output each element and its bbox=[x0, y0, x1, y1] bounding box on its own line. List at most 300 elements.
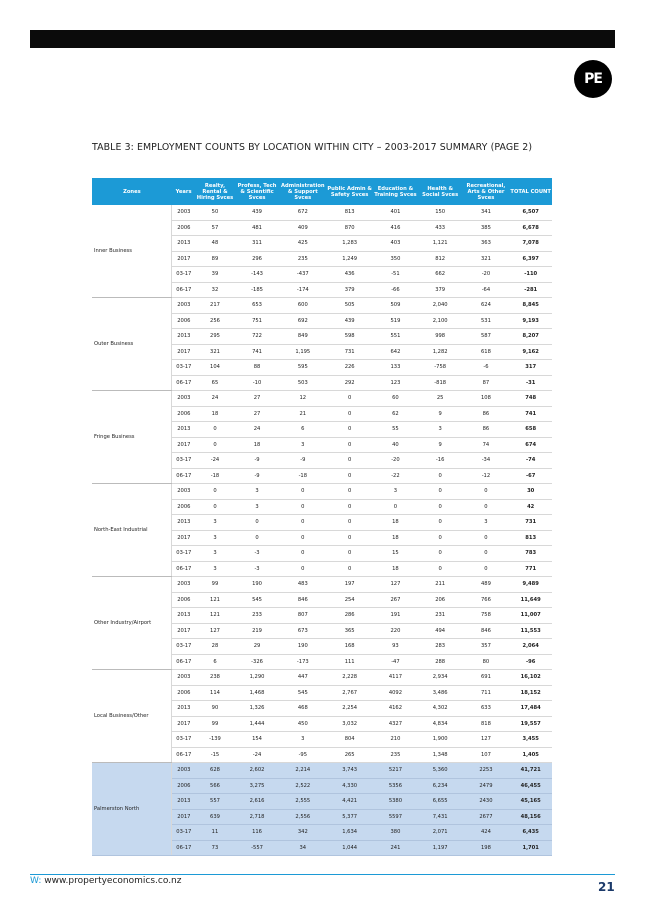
table-row bbox=[92, 577, 552, 593]
total-cell: 8,207 bbox=[509, 329, 552, 345]
year-cell: 2006 bbox=[172, 592, 195, 608]
value-cell: 24 bbox=[195, 391, 234, 407]
value-cell: 99 bbox=[195, 716, 234, 732]
top-banner bbox=[30, 30, 615, 48]
value-cell: 18 bbox=[373, 561, 418, 577]
value-cell: 18 bbox=[195, 406, 234, 422]
table-row bbox=[92, 298, 552, 314]
value-cell: 379 bbox=[326, 282, 373, 298]
value-cell: -15 bbox=[195, 747, 234, 763]
total-cell: 2,064 bbox=[509, 639, 552, 655]
value-cell: 283 bbox=[418, 639, 463, 655]
value-cell: 0 bbox=[463, 530, 510, 546]
total-cell: 783 bbox=[509, 546, 552, 562]
value-cell: 18 bbox=[373, 515, 418, 531]
total-cell: 17,484 bbox=[509, 701, 552, 717]
value-cell: -24 bbox=[195, 453, 234, 469]
value-cell: 267 bbox=[373, 592, 418, 608]
value-cell: 424 bbox=[463, 825, 510, 841]
zone-label: Palmerston North bbox=[92, 763, 172, 856]
value-cell: 503 bbox=[279, 375, 326, 391]
value-cell: 711 bbox=[463, 685, 510, 701]
zone-label: Inner Business bbox=[92, 205, 172, 298]
total-cell: 16,102 bbox=[509, 670, 552, 686]
value-cell: 365 bbox=[326, 623, 373, 639]
value-cell: -51 bbox=[373, 267, 418, 283]
value-cell: 3 bbox=[279, 732, 326, 748]
value-cell: 18 bbox=[235, 437, 280, 453]
value-cell: 0 bbox=[418, 515, 463, 531]
value-cell: 416 bbox=[373, 220, 418, 236]
value-cell: -66 bbox=[373, 282, 418, 298]
value-cell: 62 bbox=[373, 406, 418, 422]
value-cell: 65 bbox=[195, 375, 234, 391]
value-cell: 24 bbox=[235, 422, 280, 438]
total-cell: 9,193 bbox=[509, 313, 552, 329]
value-cell: 220 bbox=[373, 623, 418, 639]
value-cell: 0 bbox=[326, 546, 373, 562]
footer-website bbox=[30, 876, 181, 886]
total-cell: 30 bbox=[509, 484, 552, 500]
total-cell: 19,557 bbox=[509, 716, 552, 732]
total-cell: 771 bbox=[509, 561, 552, 577]
value-cell: 807 bbox=[279, 608, 326, 624]
value-cell: 190 bbox=[279, 639, 326, 655]
year-cell: 2017 bbox=[172, 437, 195, 453]
value-cell: 238 bbox=[195, 670, 234, 686]
value-cell: 1,326 bbox=[235, 701, 280, 717]
value-cell: 73 bbox=[195, 840, 234, 856]
total-cell: -67 bbox=[509, 468, 552, 484]
value-cell: 342 bbox=[279, 825, 326, 841]
total-cell: 731 bbox=[509, 515, 552, 531]
value-cell: 3 bbox=[279, 437, 326, 453]
value-cell: 2,602 bbox=[235, 763, 280, 779]
value-cell: 108 bbox=[463, 391, 510, 407]
year-cell: 2017 bbox=[172, 530, 195, 546]
year-cell: 2017 bbox=[172, 251, 195, 267]
value-cell: 672 bbox=[279, 205, 326, 220]
value-cell: 0 bbox=[326, 530, 373, 546]
year-cell: 06-17 bbox=[172, 282, 195, 298]
year-cell: 2013 bbox=[172, 422, 195, 438]
value-cell: 0 bbox=[235, 530, 280, 546]
value-cell: 0 bbox=[463, 499, 510, 515]
value-cell: 11 bbox=[195, 825, 234, 841]
value-cell: -6 bbox=[463, 360, 510, 376]
value-cell: -10 bbox=[235, 375, 280, 391]
value-cell: 6 bbox=[279, 422, 326, 438]
value-cell: 531 bbox=[463, 313, 510, 329]
value-cell: 191 bbox=[373, 608, 418, 624]
logo-text: PE bbox=[584, 71, 602, 87]
value-cell: 439 bbox=[235, 205, 280, 220]
value-cell: 5380 bbox=[373, 794, 418, 810]
value-cell: -326 bbox=[235, 654, 280, 670]
footer-rule bbox=[30, 874, 615, 875]
value-cell: 198 bbox=[463, 840, 510, 856]
value-cell: 25 bbox=[418, 391, 463, 407]
value-cell: -9 bbox=[235, 453, 280, 469]
value-cell: 587 bbox=[463, 329, 510, 345]
value-cell: 321 bbox=[463, 251, 510, 267]
value-cell: 206 bbox=[418, 592, 463, 608]
value-cell: 2479 bbox=[463, 778, 510, 794]
value-cell: 5,360 bbox=[418, 763, 463, 779]
value-cell: -95 bbox=[279, 747, 326, 763]
value-cell: 662 bbox=[418, 267, 463, 283]
value-cell: 0 bbox=[326, 437, 373, 453]
value-cell: 6 bbox=[195, 654, 234, 670]
value-cell: 0 bbox=[195, 422, 234, 438]
zone-label: Outer Business bbox=[92, 298, 172, 391]
value-cell: 642 bbox=[373, 344, 418, 360]
total-cell: 748 bbox=[509, 391, 552, 407]
value-cell: 0 bbox=[279, 499, 326, 515]
total-cell: 18,152 bbox=[509, 685, 552, 701]
value-cell: 2430 bbox=[463, 794, 510, 810]
value-cell: 3,032 bbox=[326, 716, 373, 732]
value-cell: 766 bbox=[463, 592, 510, 608]
value-cell: 0 bbox=[195, 484, 234, 500]
table-row bbox=[92, 670, 552, 686]
value-cell: 235 bbox=[279, 251, 326, 267]
table-row bbox=[92, 205, 552, 220]
value-cell: -47 bbox=[373, 654, 418, 670]
value-cell: -20 bbox=[373, 453, 418, 469]
value-cell: 363 bbox=[463, 236, 510, 252]
value-cell: 1,900 bbox=[418, 732, 463, 748]
value-cell: 231 bbox=[418, 608, 463, 624]
value-cell: 226 bbox=[326, 360, 373, 376]
column-header: Health & Social Svces bbox=[418, 178, 463, 205]
value-cell: 4,421 bbox=[326, 794, 373, 810]
value-cell: 123 bbox=[373, 375, 418, 391]
value-cell: 55 bbox=[373, 422, 418, 438]
value-cell: 0 bbox=[279, 546, 326, 562]
table-row bbox=[92, 484, 552, 500]
value-cell: 401 bbox=[373, 205, 418, 220]
value-cell: 379 bbox=[418, 282, 463, 298]
value-cell: 0 bbox=[326, 406, 373, 422]
total-cell: 11,649 bbox=[509, 592, 552, 608]
value-cell: -437 bbox=[279, 267, 326, 283]
value-cell: -64 bbox=[463, 282, 510, 298]
year-cell: 2017 bbox=[172, 623, 195, 639]
value-cell: 235 bbox=[373, 747, 418, 763]
value-cell: 86 bbox=[463, 406, 510, 422]
value-cell: 1,121 bbox=[418, 236, 463, 252]
value-cell: 519 bbox=[373, 313, 418, 329]
value-cell: 168 bbox=[326, 639, 373, 655]
value-cell: 254 bbox=[326, 592, 373, 608]
table-row bbox=[92, 391, 552, 407]
column-header: Recreational, Arts & Other Svces bbox=[463, 178, 510, 205]
value-cell: 111 bbox=[326, 654, 373, 670]
value-cell: 89 bbox=[195, 251, 234, 267]
year-cell: 03-17 bbox=[172, 732, 195, 748]
value-cell: 9 bbox=[418, 406, 463, 422]
value-cell: 5597 bbox=[373, 809, 418, 825]
year-cell: 2013 bbox=[172, 515, 195, 531]
value-cell: 0 bbox=[418, 499, 463, 515]
value-cell: 425 bbox=[279, 236, 326, 252]
value-cell: -173 bbox=[279, 654, 326, 670]
value-cell: 211 bbox=[418, 577, 463, 593]
year-cell: 03-17 bbox=[172, 639, 195, 655]
column-header: Administration & Support Svces bbox=[279, 178, 326, 205]
year-cell: 2017 bbox=[172, 344, 195, 360]
value-cell: 6,655 bbox=[418, 794, 463, 810]
value-cell: 18 bbox=[373, 530, 418, 546]
value-cell: 447 bbox=[279, 670, 326, 686]
value-cell: 296 bbox=[235, 251, 280, 267]
value-cell: 6,234 bbox=[418, 778, 463, 794]
year-cell: 06-17 bbox=[172, 840, 195, 856]
value-cell: -185 bbox=[235, 282, 280, 298]
value-cell: 557 bbox=[195, 794, 234, 810]
value-cell: 0 bbox=[463, 484, 510, 500]
total-cell: -74 bbox=[509, 453, 552, 469]
total-cell: 741 bbox=[509, 406, 552, 422]
value-cell: 311 bbox=[235, 236, 280, 252]
value-cell: 2,934 bbox=[418, 670, 463, 686]
value-cell: 0 bbox=[326, 515, 373, 531]
value-cell: 0 bbox=[279, 530, 326, 546]
year-cell: 2013 bbox=[172, 794, 195, 810]
value-cell: 2,616 bbox=[235, 794, 280, 810]
value-cell: 551 bbox=[373, 329, 418, 345]
total-cell: 813 bbox=[509, 530, 552, 546]
value-cell: 409 bbox=[279, 220, 326, 236]
value-cell: 436 bbox=[326, 267, 373, 283]
value-cell: -18 bbox=[195, 468, 234, 484]
value-cell: 812 bbox=[418, 251, 463, 267]
value-cell: 197 bbox=[326, 577, 373, 593]
total-cell: 658 bbox=[509, 422, 552, 438]
value-cell: 3 bbox=[195, 515, 234, 531]
table-header-row bbox=[92, 178, 552, 205]
year-cell: 2003 bbox=[172, 670, 195, 686]
value-cell: 4117 bbox=[373, 670, 418, 686]
year-cell: 2013 bbox=[172, 236, 195, 252]
value-cell: -24 bbox=[235, 747, 280, 763]
year-cell: 2013 bbox=[172, 701, 195, 717]
value-cell: 494 bbox=[418, 623, 463, 639]
value-cell: 0 bbox=[418, 468, 463, 484]
column-header: Public Admin & Safety Svces bbox=[326, 178, 373, 205]
value-cell: 624 bbox=[463, 298, 510, 314]
table-title: TABLE 3: EMPLOYMENT COUNTS BY LOCATION WITHIN CITY – 2003-2017 SUMMARY (PAGE 2) bbox=[92, 142, 533, 153]
total-cell: 6,397 bbox=[509, 251, 552, 267]
value-cell: 1,044 bbox=[326, 840, 373, 856]
value-cell: 2,718 bbox=[235, 809, 280, 825]
value-cell: 633 bbox=[463, 701, 510, 717]
value-cell: 468 bbox=[279, 701, 326, 717]
value-cell: 219 bbox=[235, 623, 280, 639]
value-cell: 48 bbox=[195, 236, 234, 252]
value-cell: 3 bbox=[195, 530, 234, 546]
total-cell: 48,156 bbox=[509, 809, 552, 825]
value-cell: 121 bbox=[195, 592, 234, 608]
value-cell: 1,282 bbox=[418, 344, 463, 360]
value-cell: 673 bbox=[279, 623, 326, 639]
value-cell: 0 bbox=[279, 561, 326, 577]
value-cell: 846 bbox=[463, 623, 510, 639]
year-cell: 2006 bbox=[172, 220, 195, 236]
value-cell: -12 bbox=[463, 468, 510, 484]
value-cell: 3 bbox=[195, 546, 234, 562]
footer-web-url[interactable]: www.propertyeconomics.co.nz bbox=[44, 876, 182, 886]
value-cell: -34 bbox=[463, 453, 510, 469]
value-cell: -174 bbox=[279, 282, 326, 298]
value-cell: 0 bbox=[326, 391, 373, 407]
total-cell: 9,162 bbox=[509, 344, 552, 360]
year-cell: 2003 bbox=[172, 577, 195, 593]
year-cell: 06-17 bbox=[172, 468, 195, 484]
year-cell: 2006 bbox=[172, 685, 195, 701]
value-cell: 107 bbox=[463, 747, 510, 763]
value-cell: 2,555 bbox=[279, 794, 326, 810]
value-cell: 2,254 bbox=[326, 701, 373, 717]
value-cell: 104 bbox=[195, 360, 234, 376]
value-cell: 566 bbox=[195, 778, 234, 794]
value-cell: 0 bbox=[418, 546, 463, 562]
value-cell: 321 bbox=[195, 344, 234, 360]
value-cell: 5,377 bbox=[326, 809, 373, 825]
value-cell: 722 bbox=[235, 329, 280, 345]
pe-logo bbox=[574, 60, 612, 98]
value-cell: 350 bbox=[373, 251, 418, 267]
value-cell: 0 bbox=[326, 561, 373, 577]
value-cell: -18 bbox=[279, 468, 326, 484]
value-cell: 0 bbox=[326, 422, 373, 438]
value-cell: 0 bbox=[463, 561, 510, 577]
value-cell: 0 bbox=[326, 499, 373, 515]
column-header: TOTAL COUNT bbox=[509, 178, 552, 205]
value-cell: 818 bbox=[463, 716, 510, 732]
value-cell: 256 bbox=[195, 313, 234, 329]
total-cell: 9,489 bbox=[509, 577, 552, 593]
total-cell: 41,721 bbox=[509, 763, 552, 779]
value-cell: 758 bbox=[463, 608, 510, 624]
column-header: Zones bbox=[92, 178, 172, 205]
value-cell: 5217 bbox=[373, 763, 418, 779]
value-cell: 12 bbox=[279, 391, 326, 407]
value-cell: -557 bbox=[235, 840, 280, 856]
year-cell: 03-17 bbox=[172, 453, 195, 469]
value-cell: 0 bbox=[326, 468, 373, 484]
value-cell: 3,275 bbox=[235, 778, 280, 794]
zone-label: Fringe Business bbox=[92, 391, 172, 484]
total-cell: -110 bbox=[509, 267, 552, 283]
value-cell: 127 bbox=[463, 732, 510, 748]
year-cell: 2003 bbox=[172, 484, 195, 500]
column-header: Profess, Tech & Scientific Svces bbox=[235, 178, 280, 205]
year-cell: 2003 bbox=[172, 763, 195, 779]
value-cell: 505 bbox=[326, 298, 373, 314]
value-cell: 653 bbox=[235, 298, 280, 314]
total-cell: 1,701 bbox=[509, 840, 552, 856]
value-cell: 99 bbox=[195, 577, 234, 593]
column-header: Education & Training Svces bbox=[373, 178, 418, 205]
value-cell: 403 bbox=[373, 236, 418, 252]
year-cell: 06-17 bbox=[172, 375, 195, 391]
value-cell: -818 bbox=[418, 375, 463, 391]
value-cell: -758 bbox=[418, 360, 463, 376]
value-cell: 28 bbox=[195, 639, 234, 655]
year-cell: 06-17 bbox=[172, 747, 195, 763]
value-cell: 34 bbox=[279, 840, 326, 856]
value-cell: 217 bbox=[195, 298, 234, 314]
year-cell: 03-17 bbox=[172, 360, 195, 376]
value-cell: 3 bbox=[373, 484, 418, 500]
value-cell: 86 bbox=[463, 422, 510, 438]
value-cell: 3,743 bbox=[326, 763, 373, 779]
footer-web-label: W: bbox=[30, 876, 42, 886]
value-cell: 5356 bbox=[373, 778, 418, 794]
value-cell: 1,290 bbox=[235, 670, 280, 686]
value-cell: 210 bbox=[373, 732, 418, 748]
value-cell: 9 bbox=[418, 437, 463, 453]
year-cell: 06-17 bbox=[172, 654, 195, 670]
value-cell: -139 bbox=[195, 732, 234, 748]
value-cell: 116 bbox=[235, 825, 280, 841]
year-cell: 03-17 bbox=[172, 546, 195, 562]
value-cell: 2,071 bbox=[418, 825, 463, 841]
value-cell: 4092 bbox=[373, 685, 418, 701]
year-cell: 03-17 bbox=[172, 825, 195, 841]
value-cell: 60 bbox=[373, 391, 418, 407]
value-cell: 150 bbox=[418, 205, 463, 220]
value-cell: 0 bbox=[463, 546, 510, 562]
value-cell: 691 bbox=[463, 670, 510, 686]
total-cell: 6,507 bbox=[509, 205, 552, 220]
value-cell: 357 bbox=[463, 639, 510, 655]
value-cell: 341 bbox=[463, 205, 510, 220]
value-cell: 88 bbox=[235, 360, 280, 376]
value-cell: 21 bbox=[279, 406, 326, 422]
value-cell: 15 bbox=[373, 546, 418, 562]
year-cell: 2013 bbox=[172, 329, 195, 345]
value-cell: 3 bbox=[463, 515, 510, 531]
value-cell: 846 bbox=[279, 592, 326, 608]
value-cell: 2,100 bbox=[418, 313, 463, 329]
value-cell: 3 bbox=[235, 499, 280, 515]
employment-table bbox=[92, 178, 552, 856]
year-cell: 2006 bbox=[172, 313, 195, 329]
total-cell: 317 bbox=[509, 360, 552, 376]
total-cell: 7,078 bbox=[509, 236, 552, 252]
value-cell: 1,283 bbox=[326, 236, 373, 252]
value-cell: 0 bbox=[195, 437, 234, 453]
value-cell: 1,195 bbox=[279, 344, 326, 360]
value-cell: 0 bbox=[373, 499, 418, 515]
value-cell: -3 bbox=[235, 546, 280, 562]
value-cell: 385 bbox=[463, 220, 510, 236]
total-cell: 3,455 bbox=[509, 732, 552, 748]
value-cell: 4,330 bbox=[326, 778, 373, 794]
value-cell: 450 bbox=[279, 716, 326, 732]
value-cell: 2,214 bbox=[279, 763, 326, 779]
zone-label: Local Business/Other bbox=[92, 670, 172, 763]
value-cell: 731 bbox=[326, 344, 373, 360]
value-cell: 2,767 bbox=[326, 685, 373, 701]
column-header: Realty, Rental & Hiring Svces bbox=[195, 178, 234, 205]
value-cell: -16 bbox=[418, 453, 463, 469]
value-cell: 0 bbox=[326, 453, 373, 469]
value-cell: 998 bbox=[418, 329, 463, 345]
